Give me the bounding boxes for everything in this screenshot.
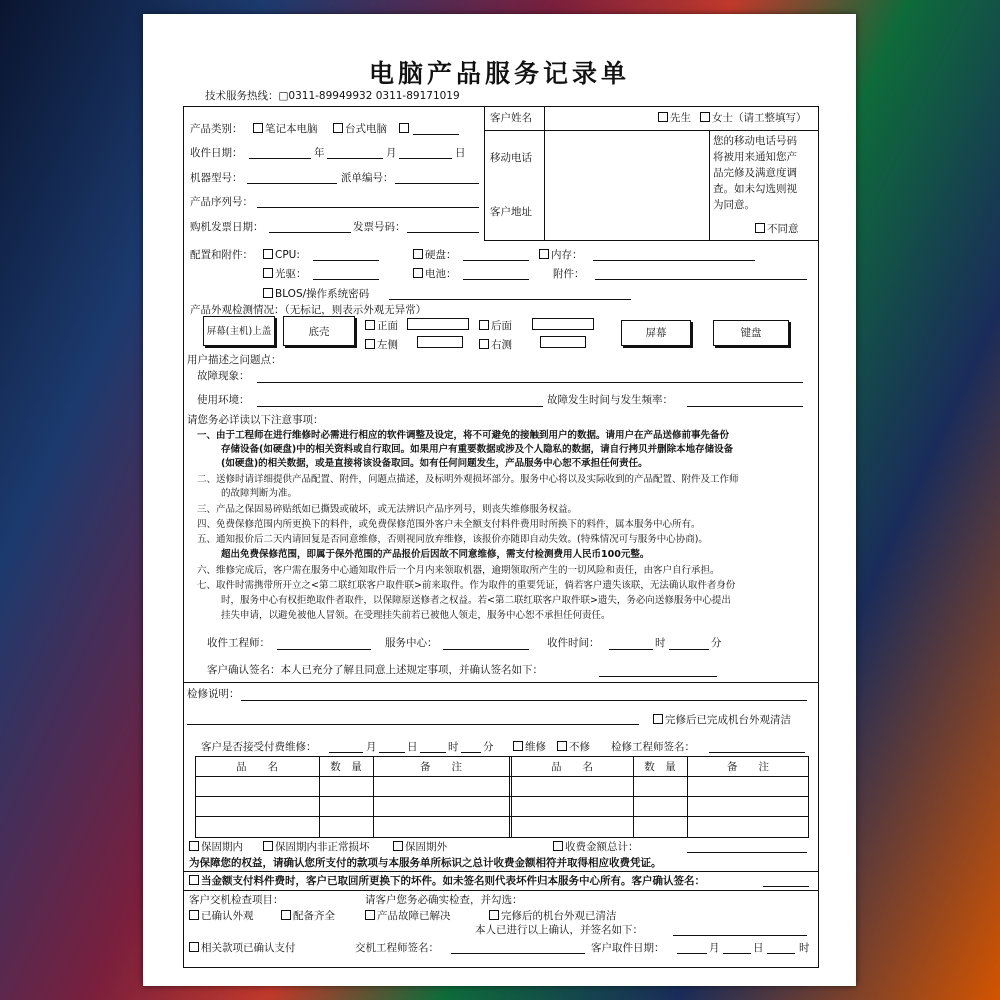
note-line: 五、通知报价后二天内请回复是否同意维修，否则视同放弃维修，该报价亦随即自动失效。(特殊情况可与服务中心协商)。 [197, 534, 708, 545]
receive-day-line[interactable] [399, 158, 452, 159]
checkbox-icon [365, 910, 375, 920]
checkbox-icon [539, 249, 549, 259]
cpu-line[interactable] [313, 260, 379, 261]
warranty-nonfree-checkbox[interactable] [263, 841, 370, 853]
checkbox-icon [553, 841, 563, 851]
note-line: 存储设备(如硬盘)中的相关资料或自行取回。如果用户有重要数据或涉及个人隐私的数据，请自行拷贝并删除本地存储设备 [221, 444, 734, 455]
env-label: 使用环境： [197, 394, 250, 406]
laptop-label: 笔记本电脑 [265, 123, 318, 135]
laptop-checkbox[interactable] [253, 123, 318, 135]
accessories-ok-label: 配备齐全 [293, 910, 335, 922]
checkbox-icon [399, 123, 409, 133]
checkbox-icon [189, 841, 199, 851]
checkbox-icon [333, 123, 343, 133]
check-items-label: 客户交机检查项目： [189, 894, 284, 906]
checkbox-icon [365, 320, 375, 330]
checkbox-icon [393, 841, 403, 851]
divider [709, 130, 710, 240]
notes-heading: 请您务必详读以下注意事项： [187, 414, 324, 426]
bottom-label: 底壳 [308, 326, 330, 338]
warranty-out-label: 保固期外 [405, 841, 447, 853]
repair-engineer-line[interactable] [709, 752, 805, 753]
checkbox-icon [189, 942, 199, 952]
accessory-line[interactable] [595, 279, 807, 280]
divider [183, 682, 819, 683]
hdd-checkbox[interactable] [413, 249, 457, 261]
form-title: 电脑产品服务记录单 [368, 59, 630, 88]
day-label: 日 [407, 741, 418, 753]
delivery-signature-line[interactable] [673, 935, 807, 936]
checkbox-icon [281, 910, 291, 920]
checkbox-icon [557, 741, 567, 751]
address-label: 客户地址 [490, 206, 532, 218]
mem-line[interactable] [593, 260, 755, 261]
accessory-label: 附件： [553, 268, 585, 280]
pickup-month-line[interactable] [677, 953, 707, 954]
fee-day-line[interactable] [379, 752, 405, 753]
divider [195, 816, 809, 817]
hour-label: 时 [655, 637, 666, 649]
note-line: 三、产品之保固易碎贴纸如已撕毁或破坏，或无法辨识产品序列号，则丧失维修服务权益。 [197, 504, 578, 515]
receipt-engineer-line[interactable] [277, 649, 371, 650]
delivery-engineer-label: 交机工程师签名： [355, 942, 439, 954]
warranty-in-label: 保固期内 [201, 841, 243, 853]
note-line: 的故障判断为准。 [221, 488, 298, 499]
receive-month-line[interactable] [327, 158, 383, 159]
desktop-label: 台式电脑 [345, 123, 387, 135]
note-line: (如硬盘)的相关数据，或是直接将该设备取回。如有任何问题发生，产品服务中心恕不承担任何责任。 [221, 458, 648, 469]
serial-label: 产品序列号： [190, 196, 253, 208]
dispatch-no-line[interactable] [395, 183, 479, 184]
receive-date-label: 收件日期： [190, 147, 243, 159]
receipt-time-label: 收件时间： [547, 637, 600, 649]
receive-year-line[interactable] [249, 158, 311, 159]
repair-label: 维修 [525, 741, 546, 753]
delivery-engineer-line[interactable] [451, 953, 585, 954]
note-line: 一、由于工程师在进行维修时必需进行相应的软件调整及设定，将不可避免的接触到用户的数据。请用户在产品送修前事先备份 [197, 430, 730, 441]
table-header: 数 量 [330, 761, 362, 773]
total-fee-line[interactable] [687, 852, 807, 853]
month-label: 月 [366, 741, 377, 753]
appearance-ok-label: 已确认外观 [201, 910, 254, 922]
customer-input-area[interactable] [545, 131, 708, 239]
left-box[interactable] [417, 336, 463, 348]
checkbox-icon [513, 741, 523, 751]
pickup-date-label: 客户取件日期： [591, 942, 665, 954]
back-label: 后面 [491, 320, 512, 332]
repair-engineer-label: 检修工程师签名： [611, 741, 695, 753]
product-category-label: 产品类别： [190, 123, 243, 135]
right-label: 右测 [491, 339, 512, 351]
divider [509, 756, 510, 838]
receipt-hour-line[interactable] [609, 649, 653, 650]
repair-desc-label: 检修说明： [187, 688, 240, 700]
customer-confirm-text: 客户确认签名：本人已充分了解且同意上述规定事项，并确认签名如下： [207, 664, 543, 676]
time-freq-line[interactable] [687, 406, 803, 407]
note-line: 二、送修时请详细提供产品配置、附件，问题点描述，及标明外观损坏部分。服务中心将以及实际收到的产品配置、附件及工作师 [197, 474, 739, 485]
other-category-checkbox[interactable] [399, 123, 411, 135]
repair-checkbox[interactable] [513, 741, 546, 753]
mister-label: 先生 [670, 112, 691, 124]
cpu-checkbox[interactable] [263, 249, 300, 261]
day-label: 日 [455, 147, 466, 159]
front-label: 正面 [377, 320, 398, 332]
notice-line: 为同意。 [713, 199, 755, 211]
warranty-in-checkbox[interactable] [189, 841, 243, 853]
notice-line: 您的移动电话号码 [713, 135, 797, 147]
time-freq-label: 故障发生时间与发生频率： [547, 394, 673, 406]
hdd-label: 硬盘： [425, 249, 457, 261]
fault-solved-label: 产品故障已解决 [377, 910, 451, 922]
optical-line[interactable] [313, 279, 379, 280]
hour-label: 时 [448, 741, 459, 753]
checkbox-icon [653, 714, 663, 724]
fee-month-line[interactable] [329, 752, 363, 753]
mem-checkbox[interactable] [539, 249, 583, 261]
battery-checkbox[interactable] [413, 268, 457, 280]
divider [195, 776, 809, 777]
model-label: 机器型号： [190, 172, 243, 184]
hotline: 技术服务热线：□0311-89949932 0311-89171019 [205, 90, 460, 102]
model-line[interactable] [247, 183, 337, 184]
fee-hour-line[interactable] [420, 752, 446, 753]
divider [484, 106, 485, 240]
paid-checkbox[interactable] [189, 942, 296, 954]
hour-label: 时 [799, 942, 810, 954]
mobile-label: 移动电话 [490, 152, 532, 164]
left-checkbox[interactable] [365, 339, 398, 351]
appearance-label: 产品外观检测情况：（无标记，则表示外观无异常） [190, 304, 427, 316]
user-problem-label: 用户描述之问题点： [187, 354, 282, 366]
other-category-line[interactable] [413, 134, 459, 135]
screen-host-label: 屏幕(主机)上盖 [206, 326, 272, 337]
minute-label: 分 [483, 741, 494, 753]
back-checkbox[interactable] [479, 320, 512, 332]
delivery-cleaned-checkbox[interactable] [489, 910, 617, 922]
checkbox-icon [413, 249, 423, 259]
service-center-label: 服务中心： [385, 637, 438, 649]
note-line: 六、维修完成后，客户需在服务中心通知取件后一个月内来领取机器，逾期领取所产生的一切风险和责任，由客户自行承担。 [197, 565, 720, 576]
note-line: 超出免费保修范围，即属于保外范围的产品报价后因故不同意维修，需支付检测费用人民币100元整。 [221, 549, 650, 560]
note-line: 四、免费保修范围内所更换下的料件，或免费保修范围外客户未全额支付料件费用时所换下的料件，属本服务中心所有。 [197, 519, 701, 530]
front-box[interactable] [407, 318, 469, 330]
checkbox-icon [489, 910, 499, 920]
fault-line[interactable] [257, 382, 803, 383]
checkbox-icon [755, 223, 765, 233]
left-label: 左侧 [377, 339, 398, 351]
env-line[interactable] [257, 406, 543, 407]
checkbox-icon [365, 339, 375, 349]
table-header: 备 注 [420, 761, 462, 773]
paid-parts-label: 当金额支付料件费时，客户已取回所更换下的坏件。如未签名则代表坏件归本服务中心所有。客户确认签名： [201, 875, 705, 887]
config-label: 配置和附件： [190, 249, 253, 261]
checkbox-icon [189, 875, 199, 885]
fee-minute-line[interactable] [461, 752, 481, 753]
purchase-date-label: 购机发票日期： [190, 221, 264, 233]
optical-checkbox[interactable] [263, 268, 307, 280]
accessories-ok-checkbox[interactable] [281, 910, 335, 922]
no-repair-label: 不修 [569, 741, 590, 753]
note-line: 挂失申请，以避免被他人冒领。在受理挂失前若已被他人领走，服务中心恕不承担任何责任。 [221, 610, 611, 621]
miss-label: 女士（请工整填写） [712, 112, 807, 124]
keyboard-label: 键盘 [740, 327, 762, 339]
minute-label: 分 [711, 637, 722, 649]
invoice-no-line[interactable] [407, 232, 479, 233]
note-line: 时，服务中心有权拒绝取件者取件，以保障原送修者之权益。若<第二联红联客户取件联>遗失，务必向送修服务中心提出 [221, 595, 731, 606]
please-check-label: 请客户您务必确实检查，并勾选： [365, 894, 523, 906]
battery-line[interactable] [463, 279, 529, 280]
total-fee-label: 收费金额总计： [565, 841, 639, 853]
note-line: 七、取件时需携带所开立之<第二联红联客户取件联>前来取件。作为取件的重要凭证，倘若客户遗失该联，无法确认取件者身份 [197, 580, 736, 591]
pickup-day-line[interactable] [723, 953, 751, 954]
checkbox-icon [700, 112, 710, 122]
mister-checkbox[interactable] [658, 112, 691, 124]
customer-name-label: 客户姓名 [490, 112, 532, 124]
checkbox-icon [189, 910, 199, 920]
day-label: 日 [753, 942, 764, 954]
table-header: 品 名 [551, 761, 593, 773]
miss-checkbox[interactable] [700, 112, 807, 124]
divider [484, 240, 819, 241]
notice-line: 将被用来通知您产 [713, 151, 797, 163]
disagree-label: 不同意 [767, 223, 799, 235]
total-fee-checkbox[interactable] [553, 841, 639, 853]
confirmed-label: 本人已进行以上确认，并签名如下： [475, 924, 643, 936]
checkbox-icon [263, 249, 273, 259]
pickup-hour-line[interactable] [767, 953, 795, 954]
desktop-checkbox[interactable] [333, 123, 387, 135]
disagree-checkbox[interactable] [755, 223, 799, 235]
service-center-line[interactable] [443, 649, 529, 650]
mem-label: 内存： [551, 249, 583, 261]
customer-signature-line[interactable] [599, 676, 717, 677]
paid-label: 相关款项已确认支付 [201, 942, 296, 954]
divider [183, 890, 819, 891]
checkbox-icon [479, 339, 489, 349]
optical-label: 光驱： [275, 268, 307, 280]
table-header: 品 名 [236, 761, 278, 773]
blos-label: BLOS/操作系统密码 [275, 288, 370, 300]
serial-line[interactable] [257, 207, 479, 208]
front-checkbox[interactable] [365, 320, 398, 332]
notice-line: 查。如未勾选则视 [713, 183, 797, 195]
paid-parts-signature-line[interactable] [763, 886, 809, 887]
checkbox-icon [263, 288, 273, 298]
repair-desc-line-1[interactable] [241, 700, 807, 701]
checkbox-icon [263, 268, 273, 278]
checkbox-icon [413, 268, 423, 278]
fault-solved-checkbox[interactable] [365, 910, 451, 922]
service-form-paper [143, 14, 856, 986]
cleaned-label: 完修后已完成机台外观清洁 [665, 714, 791, 726]
blos-checkbox[interactable] [263, 288, 369, 300]
month-label: 月 [709, 942, 720, 954]
table-header: 备 注 [727, 761, 769, 773]
back-box[interactable] [532, 318, 594, 330]
blos-line[interactable] [389, 299, 631, 300]
checkbox-icon [658, 112, 668, 122]
notice-line: 品完修及满意度调 [713, 167, 797, 179]
appearance-ok-checkbox[interactable] [189, 910, 254, 922]
delivery-cleaned-label: 完修后的机台外观已清洁 [501, 910, 617, 922]
cleaned-checkbox[interactable] [653, 714, 791, 726]
warranty-nonfree-label: 保固期内非正常损坏 [275, 841, 370, 853]
cpu-label: CPU: [275, 249, 300, 261]
right-checkbox[interactable] [479, 339, 512, 351]
hdd-line[interactable] [463, 260, 529, 261]
receipt-engineer-label: 收件工程师： [207, 637, 270, 649]
divider [183, 871, 819, 872]
checkbox-icon [479, 320, 489, 330]
checkbox-icon [263, 841, 273, 851]
battery-label: 电池： [425, 268, 457, 280]
repair-desc-line-2[interactable] [187, 724, 639, 725]
checkbox-icon [253, 123, 263, 133]
table-header: 数 量 [644, 761, 676, 773]
fault-label: 故障现象： [197, 370, 250, 382]
invoice-no-label: 发票号码： [353, 221, 406, 233]
rights-text: 为保障您的权益，请确认您所支付的款项与本服务单所标识之总计收费金额相符并取得相应收费凭证。 [189, 857, 662, 869]
no-repair-checkbox[interactable] [557, 741, 590, 753]
divider [195, 796, 809, 797]
purchase-date-line[interactable] [269, 232, 351, 233]
screen-label: 屏幕 [645, 327, 667, 339]
year-label: 年 [314, 147, 325, 159]
warranty-out-checkbox[interactable] [393, 841, 447, 853]
paid-parts-checkbox[interactable] [189, 875, 705, 887]
receipt-minute-line[interactable] [669, 649, 709, 650]
fee-accept-label: 客户是否接受付费维修： [201, 741, 317, 753]
dispatch-no-label: 派单编号： [341, 172, 394, 184]
right-box[interactable] [540, 336, 586, 348]
month-label: 月 [386, 147, 397, 159]
